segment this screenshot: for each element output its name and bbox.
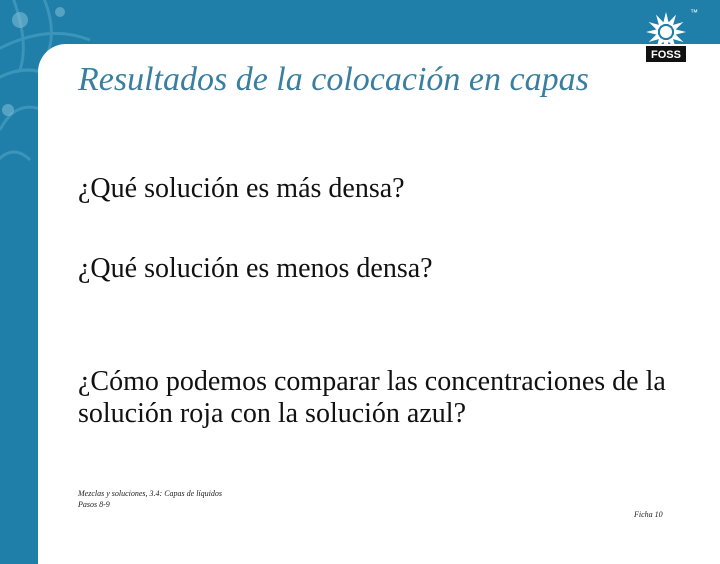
footer-source: [78, 489, 222, 511]
trademark-mark: ™: [690, 8, 698, 17]
slide-title: Resultados de la colocación en capas: [78, 61, 589, 98]
question-most-dense: ¿Qué solución es más densa?: [78, 173, 405, 204]
footer-module: Mezclas y soluciones, 3.4: Capas de líquidos: [78, 489, 222, 498]
logo-text: FOSS: [651, 49, 681, 61]
footer-steps: Pasos 8-9: [78, 499, 110, 509]
foss-sun-logo-icon: [640, 6, 714, 66]
content-panel: [38, 44, 720, 564]
question-compare-concentrations: ¿Cómo podemos comparar las concentraciones de la solución roja con la solución azul?: [78, 366, 666, 430]
question-least-dense: ¿Qué solución es menos densa?: [78, 253, 433, 284]
footer-card-number: Ficha 10: [634, 510, 663, 519]
